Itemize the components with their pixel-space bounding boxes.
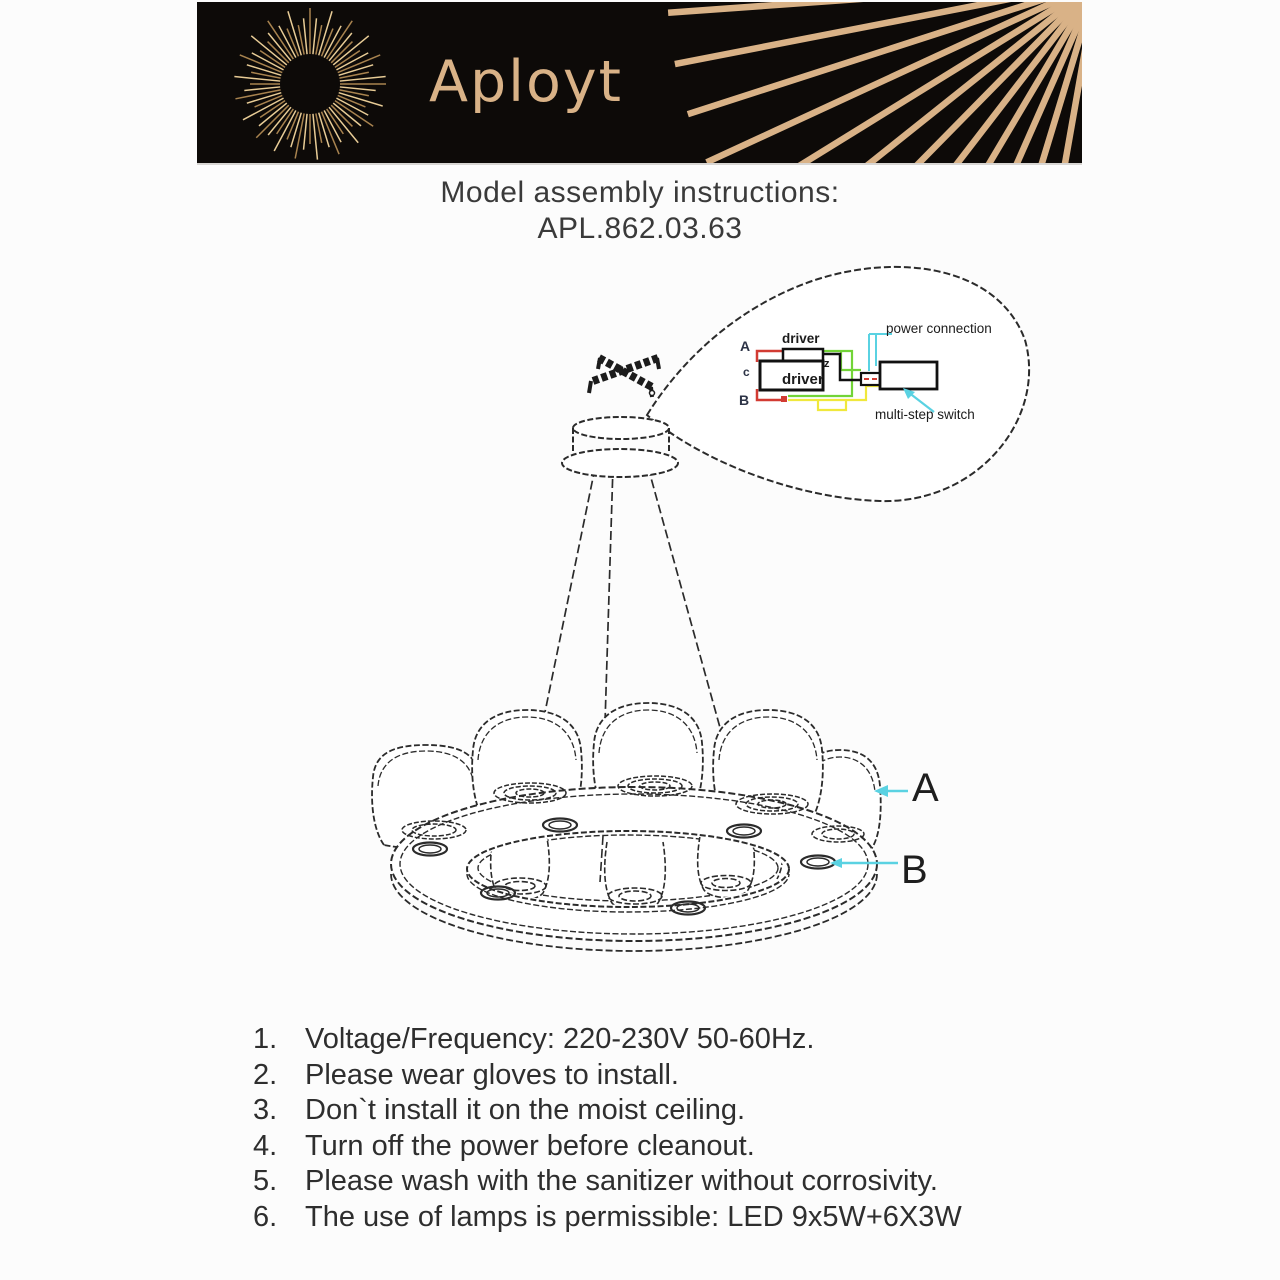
mounting-bracket-icon: [589, 358, 659, 397]
model-number: APL.862.03.63: [537, 212, 743, 245]
item-number: 2.: [253, 1058, 278, 1091]
wire-label-b: B: [739, 392, 750, 408]
item-number: 5.: [253, 1165, 278, 1198]
item-number: 3.: [253, 1094, 278, 1127]
wire-label-a: A: [740, 338, 751, 354]
wire-label-c: c: [743, 365, 750, 379]
multi-step-switch-label: multi-step switch: [875, 407, 975, 422]
item-text: Turn off the power before cleanout.: [305, 1129, 755, 1162]
brand-text: Aployt: [429, 49, 623, 115]
page-title: Model assembly instructions:: [440, 176, 840, 209]
driver-main-label: driver: [782, 371, 824, 388]
instruction-list: [253, 1022, 1083, 1236]
instruction-item: [253, 1129, 1083, 1165]
item-text: Voltage/Frequency: 220-230V 50-60Hz.: [305, 1023, 815, 1055]
switch-box: [880, 362, 937, 389]
ceiling-canopy: [562, 417, 678, 477]
instruction-item: [253, 1058, 1083, 1094]
callout-a-label: A: [912, 766, 939, 810]
instruction-item: [253, 1164, 1083, 1200]
instruction-item: [253, 1022, 1083, 1058]
power-connection-label: power connection: [886, 321, 992, 336]
balloon-outline: [647, 267, 1029, 501]
item-text: Please wash with the sanitizer without corrosivity.: [305, 1165, 938, 1198]
connector-plug: [861, 373, 880, 385]
item-number: 6.: [253, 1200, 278, 1233]
instruction-item: [253, 1200, 1083, 1236]
item-number: 1.: [253, 1023, 278, 1055]
item-number: 4.: [253, 1129, 278, 1162]
driver-top-label: driver: [782, 331, 820, 346]
callout-b-label: B: [901, 848, 928, 892]
item-text: The use of lamps is permissible: LED 9x5W+6X3W: [305, 1200, 962, 1233]
instruction-item: [253, 1093, 1083, 1129]
driver-box-small: [783, 349, 823, 361]
item-text: Don`t install it on the moist ceiling.: [305, 1094, 746, 1127]
item-text: Please wear gloves to install.: [305, 1058, 679, 1091]
z-label: z: [824, 358, 830, 370]
